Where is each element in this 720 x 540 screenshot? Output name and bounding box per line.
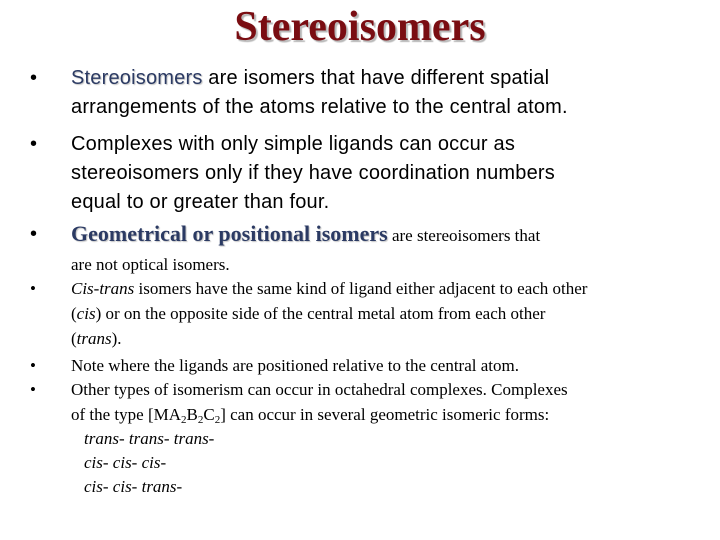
formula-text: of the type [MA (71, 405, 182, 424)
bullet-glyph: • (30, 279, 36, 298)
bullet-line-formula (71, 402, 711, 427)
subscript: 2 (214, 414, 221, 426)
paren: ( (71, 329, 77, 348)
bullet-line: equal to or greater than four. (71, 191, 330, 213)
bullet-text-rest: ) or on the opposite side of the central metal atom from each other (95, 304, 546, 323)
isomer-forms-list (84, 427, 214, 499)
bullet-glyph: • (30, 356, 36, 375)
bullet-text (71, 130, 711, 217)
bullet-text-rest: ). (111, 329, 122, 348)
isomer-form-row: trans- trans- trans- (84, 429, 215, 448)
bullet-line: are not optical isomers. (71, 255, 230, 274)
slide-title: Stereoisomers (234, 4, 486, 50)
formula-text: C (203, 405, 215, 424)
isomer-form-row: cis- cis- trans- (84, 477, 183, 496)
isomer-form-row: cis- cis- cis- (84, 453, 167, 472)
bullet-text-rest: are isomers that have different spatial (202, 67, 550, 89)
bullet-text (71, 353, 711, 378)
formula-text: ] can occur in several geometric isomeric forms: (220, 405, 550, 424)
italic-term: Cis-trans (71, 279, 135, 298)
bullet-line (71, 276, 711, 301)
bullet-text-rest: isomers have the same kind of ligand either adjacent to each other (134, 279, 588, 298)
bullet-text-rest: are stereoisomers that (387, 226, 541, 245)
bullet-line (71, 64, 711, 93)
term-highlight: Stereoisomers (71, 67, 203, 89)
bullet-line: arrangements of the atoms relative to the central atom. (71, 96, 568, 118)
bullet-line: Note where the ligands are positioned relative to the central atom. (71, 356, 519, 375)
bullet-line: Other types of isomerism can occur in octahedral complexes. Complexes (71, 380, 568, 399)
bullet-line: stereoisomers only if they have coordination numbers (71, 162, 555, 184)
formula-text: B (186, 405, 198, 424)
term-highlight: Geometrical or positional isomers (71, 221, 388, 246)
italic-term: trans (76, 329, 112, 348)
subscript: 2 (181, 414, 187, 426)
bullet-text (71, 377, 711, 427)
bullet-line (71, 218, 711, 252)
subscript: 2 (197, 414, 204, 426)
bullet-glyph: • (30, 133, 38, 155)
bullet-glyph: • (30, 380, 36, 399)
paren: ( (71, 304, 77, 323)
bullet-text (71, 218, 711, 277)
italic-term: cis (76, 304, 96, 323)
bullet-line (71, 326, 711, 351)
bullet-text (71, 64, 711, 122)
bullet-line: Complexes with only simple ligands can occur as (71, 133, 516, 155)
bullet-glyph: • (30, 223, 38, 245)
bullet-glyph: • (30, 67, 38, 89)
bullet-text (71, 276, 711, 351)
bullet-line (71, 301, 711, 326)
